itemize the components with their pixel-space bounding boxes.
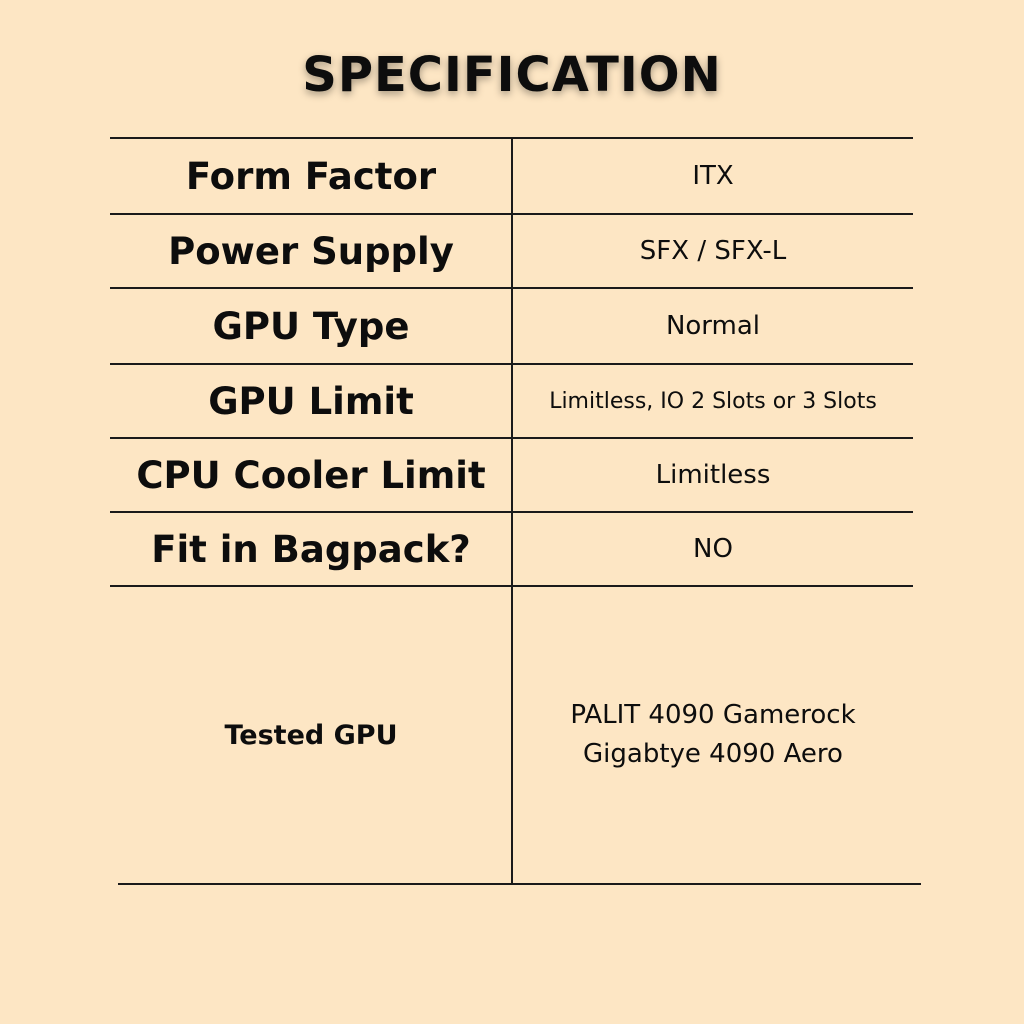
row-label: Fit in Bagpack? <box>151 527 471 571</box>
row-value <box>513 587 913 883</box>
table-row <box>110 587 913 883</box>
table-row <box>110 215 913 287</box>
row-label: CPU Cooler Limit <box>136 453 486 497</box>
table-row <box>110 139 913 213</box>
row-value: Normal <box>665 311 761 341</box>
row-value: Limitless <box>655 460 771 490</box>
table-row <box>110 439 913 511</box>
row-value: ITX <box>692 161 734 191</box>
row-label: Power Supply <box>168 229 454 273</box>
row-value: NO <box>693 534 733 564</box>
row-value: SFX / SFX-L <box>639 236 787 266</box>
row-value: Limitless, IO 2 Slots or 3 Slots <box>549 388 877 414</box>
tested-gpu-list <box>570 696 855 774</box>
row-label: Tested GPU <box>224 719 398 751</box>
row-label: GPU Type <box>212 304 410 348</box>
row-label: Form Factor <box>185 154 437 198</box>
table-rule <box>118 883 921 885</box>
table-row <box>110 365 913 437</box>
page-title: SPECIFICATION <box>302 47 722 103</box>
row-label: GPU Limit <box>208 379 414 423</box>
table-row <box>110 289 913 363</box>
tested-gpu-item: PALIT 4090 Gamerock <box>570 700 856 730</box>
tested-gpu-item: Gigabtye 4090 Aero <box>583 739 843 769</box>
table-row <box>110 513 913 585</box>
